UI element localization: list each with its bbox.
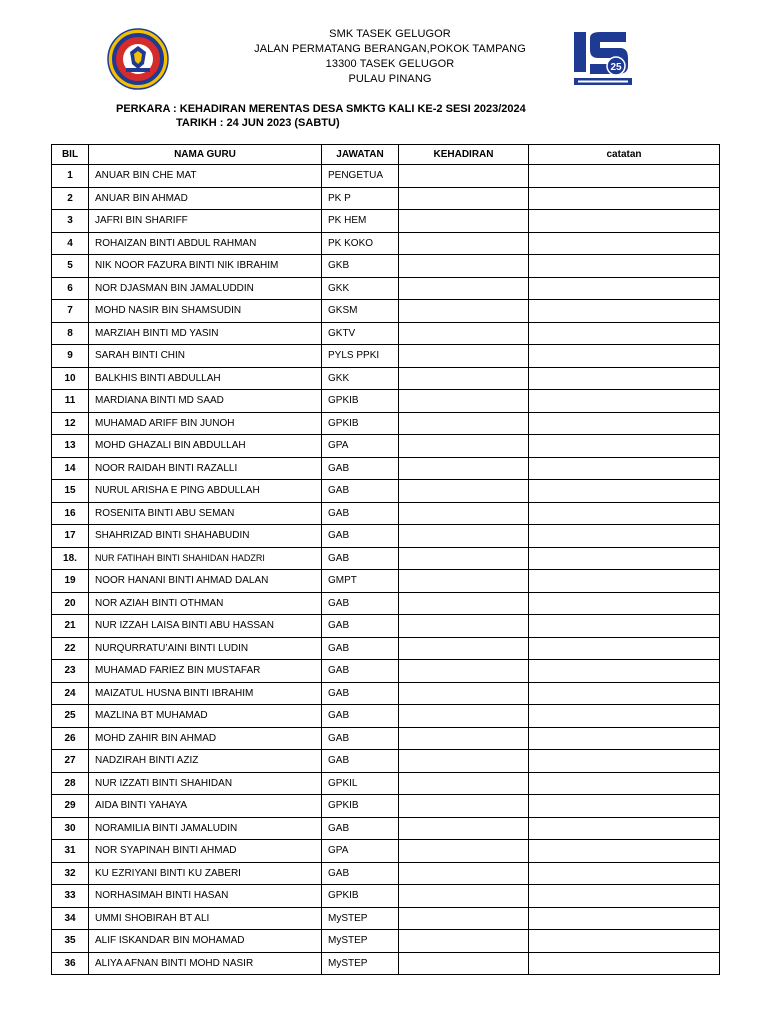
cell-catatan[interactable] [529, 210, 720, 233]
cell-kehadiran[interactable] [399, 322, 529, 345]
cell-catatan[interactable] [529, 750, 720, 773]
table-row [52, 165, 720, 188]
cell-nama-guru: NADZIRAH BINTI AZIZ [89, 750, 322, 773]
table-row [52, 930, 720, 953]
cell-jawatan: GPKIB [322, 412, 399, 435]
header-bil: BIL [52, 145, 89, 165]
cell-catatan[interactable] [529, 255, 720, 278]
anniversary-25-logo [570, 28, 636, 90]
cell-jawatan: GAB [322, 750, 399, 773]
cell-bil: 36 [52, 952, 89, 975]
table-row [52, 592, 720, 615]
cell-bil: 23 [52, 660, 89, 683]
cell-jawatan: MySTEP [322, 907, 399, 930]
cell-bil: 20 [52, 592, 89, 615]
cell-bil: 16 [52, 502, 89, 525]
school-postcode: 13300 TASEK GELUGOR [325, 58, 455, 70]
cell-jawatan: GPKIB [322, 885, 399, 908]
table-row [52, 615, 720, 638]
cell-kehadiran[interactable] [399, 187, 529, 210]
cell-kehadiran[interactable] [399, 862, 529, 885]
table-row [52, 187, 720, 210]
cell-bil: 28 [52, 772, 89, 795]
table-row [52, 952, 720, 975]
header-nama-guru: NAMA GURU [89, 145, 322, 165]
cell-nama-guru: MARDIANA BINTI MD SAAD [89, 390, 322, 413]
cell-kehadiran[interactable] [399, 615, 529, 638]
cell-jawatan: GAB [322, 615, 399, 638]
cell-bil: 30 [52, 817, 89, 840]
cell-nama-guru: NOR AZIAH BINTI OTHMAN [89, 592, 322, 615]
cell-kehadiran[interactable] [399, 817, 529, 840]
cell-catatan[interactable] [529, 435, 720, 458]
cell-kehadiran[interactable] [399, 570, 529, 593]
cell-jawatan: PYLS PPKI [322, 345, 399, 368]
cell-bil: 9 [52, 345, 89, 368]
cell-jawatan: GAB [322, 502, 399, 525]
cell-kehadiran[interactable] [399, 952, 529, 975]
cell-bil: 25 [52, 705, 89, 728]
cell-bil: 2 [52, 187, 89, 210]
cell-catatan[interactable] [529, 705, 720, 728]
cell-bil: 19 [52, 570, 89, 593]
cell-jawatan: GKB [322, 255, 399, 278]
cell-kehadiran[interactable] [399, 277, 529, 300]
table-row [52, 682, 720, 705]
cell-jawatan: GPKIL [322, 772, 399, 795]
cell-bil: 11 [52, 390, 89, 413]
cell-nama-guru: NORAMILIA BINTI JAMALUDIN [89, 817, 322, 840]
cell-jawatan: GMPT [322, 570, 399, 593]
cell-jawatan: GAB [322, 727, 399, 750]
cell-jawatan: GAB [322, 525, 399, 548]
table-row [52, 525, 720, 548]
table-row [52, 727, 720, 750]
table-header-row [52, 145, 720, 165]
cell-kehadiran[interactable] [399, 637, 529, 660]
cell-nama-guru: ALIYA AFNAN BINTI MOHD NASIR [89, 952, 322, 975]
cell-bil: 1 [52, 165, 89, 188]
cell-catatan[interactable] [529, 525, 720, 548]
table-row [52, 907, 720, 930]
cell-jawatan: GKSM [322, 300, 399, 323]
cell-catatan[interactable] [529, 772, 720, 795]
cell-jawatan: GKK [322, 277, 399, 300]
cell-kehadiran[interactable] [399, 772, 529, 795]
cell-nama-guru: MAIZATUL HUSNA BINTI IBRAHIM [89, 682, 322, 705]
table-row [52, 390, 720, 413]
school-state: PULAU PINANG [348, 73, 432, 85]
cell-catatan[interactable] [529, 637, 720, 660]
cell-jawatan: GKK [322, 367, 399, 390]
subject-title: PERKARA : KEHADIRAN MERENTAS DESA SMKTG KALI KE-2 SESI 2023/2024 [116, 103, 526, 115]
cell-kehadiran[interactable] [399, 502, 529, 525]
cell-jawatan: MySTEP [322, 930, 399, 953]
cell-nama-guru: NOR DJASMAN BIN JAMALUDDIN [89, 277, 322, 300]
cell-catatan[interactable] [529, 547, 720, 570]
cell-catatan[interactable] [529, 232, 720, 255]
document-subject [116, 102, 526, 130]
cell-kehadiran[interactable] [399, 165, 529, 188]
table-row [52, 300, 720, 323]
cell-jawatan: GAB [322, 480, 399, 503]
cell-jawatan: GAB [322, 817, 399, 840]
cell-catatan[interactable] [529, 952, 720, 975]
cell-nama-guru: NUR FATIHAH BINTI SHAHIDAN HADZRI [89, 547, 322, 570]
cell-bil: 35 [52, 930, 89, 953]
cell-bil: 29 [52, 795, 89, 818]
cell-bil: 4 [52, 232, 89, 255]
cell-nama-guru: NOR SYAPINAH BINTI AHMAD [89, 840, 322, 863]
table-row [52, 817, 720, 840]
school-street: JALAN PERMATANG BERANGAN,POKOK TAMPANG [254, 43, 526, 55]
cell-nama-guru: ROHAIZAN BINTI ABDUL RAHMAN [89, 232, 322, 255]
cell-kehadiran[interactable] [399, 412, 529, 435]
table-row [52, 435, 720, 458]
cell-catatan[interactable] [529, 795, 720, 818]
cell-bil: 8 [52, 322, 89, 345]
cell-nama-guru: ROSENITA BINTI ABU SEMAN [89, 502, 322, 525]
cell-catatan[interactable] [529, 322, 720, 345]
school-address-header [200, 27, 580, 87]
cell-kehadiran[interactable] [399, 435, 529, 458]
table-row [52, 750, 720, 773]
cell-nama-guru: MOHD ZAHIR BIN AHMAD [89, 727, 322, 750]
table-row [52, 210, 720, 233]
header-catatan: catatan [529, 145, 720, 165]
cell-catatan[interactable] [529, 727, 720, 750]
cell-bil: 6 [52, 277, 89, 300]
cell-catatan[interactable] [529, 660, 720, 683]
cell-catatan[interactable] [529, 165, 720, 188]
cell-nama-guru: UMMI SHOBIRAH BT ALI [89, 907, 322, 930]
cell-jawatan: GKTV [322, 322, 399, 345]
cell-catatan[interactable] [529, 187, 720, 210]
cell-catatan[interactable] [529, 367, 720, 390]
cell-kehadiran[interactable] [399, 907, 529, 930]
cell-jawatan: GAB [322, 862, 399, 885]
cell-catatan[interactable] [529, 345, 720, 368]
cell-jawatan: GAB [322, 682, 399, 705]
cell-nama-guru: NOOR HANANI BINTI AHMAD DALAN [89, 570, 322, 593]
cell-jawatan: PK KOKO [322, 232, 399, 255]
cell-jawatan: GAB [322, 637, 399, 660]
cell-kehadiran[interactable] [399, 930, 529, 953]
table-row [52, 795, 720, 818]
cell-nama-guru: AIDA BINTI YAHAYA [89, 795, 322, 818]
cell-catatan[interactable] [529, 570, 720, 593]
cell-catatan[interactable] [529, 502, 720, 525]
cell-kehadiran[interactable] [399, 705, 529, 728]
cell-catatan[interactable] [529, 817, 720, 840]
cell-bil: 12 [52, 412, 89, 435]
table-row [52, 255, 720, 278]
cell-nama-guru: NURQURRATU’AINI BINTI LUDIN [89, 637, 322, 660]
cell-kehadiran[interactable] [399, 727, 529, 750]
table-row [52, 480, 720, 503]
cell-bil: 21 [52, 615, 89, 638]
cell-catatan[interactable] [529, 840, 720, 863]
cell-nama-guru: JAFRI BIN SHARIFF [89, 210, 322, 233]
cell-jawatan: MySTEP [322, 952, 399, 975]
cell-kehadiran[interactable] [399, 367, 529, 390]
cell-catatan[interactable] [529, 907, 720, 930]
cell-nama-guru: BALKHIS BINTI ABDULLAH [89, 367, 322, 390]
cell-catatan[interactable] [529, 300, 720, 323]
cell-nama-guru: NOOR RAIDAH BINTI RAZALLI [89, 457, 322, 480]
table-row [52, 277, 720, 300]
cell-nama-guru: KU EZRIYANI BINTI KU ZABERI [89, 862, 322, 885]
attendance-table [51, 144, 720, 975]
cell-bil: 24 [52, 682, 89, 705]
table-row [52, 637, 720, 660]
cell-catatan[interactable] [529, 885, 720, 908]
school-crest-logo [106, 28, 170, 90]
cell-catatan[interactable] [529, 457, 720, 480]
cell-catatan[interactable] [529, 592, 720, 615]
table-row [52, 570, 720, 593]
table-row [52, 885, 720, 908]
table-row [52, 345, 720, 368]
cell-kehadiran[interactable] [399, 682, 529, 705]
table-row [52, 322, 720, 345]
cell-catatan[interactable] [529, 615, 720, 638]
cell-kehadiran[interactable] [399, 480, 529, 503]
table-body [52, 165, 720, 975]
cell-jawatan: PENGETUA [322, 165, 399, 188]
cell-bil: 10 [52, 367, 89, 390]
cell-nama-guru: ANUAR BIN AHMAD [89, 187, 322, 210]
cell-nama-guru: SARAH BINTI CHIN [89, 345, 322, 368]
cell-kehadiran[interactable] [399, 660, 529, 683]
table-row [52, 367, 720, 390]
cell-bil: 5 [52, 255, 89, 278]
cell-nama-guru: NUR IZZAH LAISA BINTI ABU HASSAN [89, 615, 322, 638]
cell-catatan[interactable] [529, 930, 720, 953]
cell-catatan[interactable] [529, 862, 720, 885]
cell-kehadiran[interactable] [399, 885, 529, 908]
cell-jawatan: GPKIB [322, 795, 399, 818]
cell-bil: 34 [52, 907, 89, 930]
cell-kehadiran[interactable] [399, 795, 529, 818]
header-jawatan: JAWATAN [322, 145, 399, 165]
cell-bil: 18. [52, 547, 89, 570]
cell-catatan[interactable] [529, 682, 720, 705]
table-row [52, 412, 720, 435]
cell-jawatan: GPA [322, 435, 399, 458]
cell-jawatan: PK HEM [322, 210, 399, 233]
cell-jawatan: GPA [322, 840, 399, 863]
cell-nama-guru: SHAHRIZAD BINTI SHAHABUDIN [89, 525, 322, 548]
cell-bil: 15 [52, 480, 89, 503]
cell-bil: 17 [52, 525, 89, 548]
cell-bil: 32 [52, 862, 89, 885]
cell-nama-guru: MAZLINA BT MUHAMAD [89, 705, 322, 728]
cell-nama-guru: ANUAR BIN CHE MAT [89, 165, 322, 188]
cell-kehadiran[interactable] [399, 300, 529, 323]
cell-bil: 22 [52, 637, 89, 660]
cell-jawatan: PK P [322, 187, 399, 210]
table-row [52, 232, 720, 255]
cell-catatan[interactable] [529, 480, 720, 503]
cell-catatan[interactable] [529, 277, 720, 300]
cell-bil: 26 [52, 727, 89, 750]
table-row [52, 705, 720, 728]
cell-jawatan: GAB [322, 592, 399, 615]
cell-nama-guru: MUHAMAD ARIFF BIN JUNOH [89, 412, 322, 435]
cell-jawatan: GPKIB [322, 390, 399, 413]
cell-nama-guru: NIK NOOR FAZURA BINTI NIK IBRAHIM [89, 255, 322, 278]
cell-nama-guru: MOHD NASIR BIN SHAMSUDIN [89, 300, 322, 323]
cell-catatan[interactable] [529, 390, 720, 413]
cell-jawatan: GAB [322, 660, 399, 683]
cell-nama-guru: MUHAMAD FARIEZ BIN MUSTAFAR [89, 660, 322, 683]
table-row [52, 457, 720, 480]
cell-jawatan: GAB [322, 457, 399, 480]
cell-kehadiran[interactable] [399, 390, 529, 413]
cell-bil: 27 [52, 750, 89, 773]
cell-bil: 3 [52, 210, 89, 233]
cell-kehadiran[interactable] [399, 210, 529, 233]
cell-bil: 13 [52, 435, 89, 458]
table-row [52, 862, 720, 885]
header-kehadiran: KEHADIRAN [399, 145, 529, 165]
cell-nama-guru: ALIF ISKANDAR BIN MOHAMAD [89, 930, 322, 953]
cell-kehadiran[interactable] [399, 345, 529, 368]
cell-bil: 7 [52, 300, 89, 323]
school-name: SMK TASEK GELUGOR [329, 28, 451, 40]
table-row [52, 502, 720, 525]
cell-kehadiran[interactable] [399, 840, 529, 863]
cell-kehadiran[interactable] [399, 750, 529, 773]
cell-kehadiran[interactable] [399, 232, 529, 255]
subject-date: TARIKH : 24 JUN 2023 (SABTU) [176, 117, 340, 129]
cell-kehadiran[interactable] [399, 457, 529, 480]
cell-bil: 33 [52, 885, 89, 908]
cell-nama-guru: MARZIAH BINTI MD YASIN [89, 322, 322, 345]
table-row [52, 840, 720, 863]
cell-bil: 31 [52, 840, 89, 863]
logo-badge-number: 25 [610, 62, 622, 73]
cell-kehadiran[interactable] [399, 547, 529, 570]
cell-kehadiran[interactable] [399, 525, 529, 548]
cell-nama-guru: NORHASIMAH BINTI HASAN [89, 885, 322, 908]
cell-jawatan: GAB [322, 547, 399, 570]
cell-kehadiran[interactable] [399, 255, 529, 278]
cell-catatan[interactable] [529, 412, 720, 435]
cell-kehadiran[interactable] [399, 592, 529, 615]
table-row [52, 772, 720, 795]
cell-jawatan: GAB [322, 705, 399, 728]
cell-bil: 14 [52, 457, 89, 480]
table-row [52, 660, 720, 683]
cell-nama-guru: NUR IZZATI BINTI SHAHIDAN [89, 772, 322, 795]
table-row [52, 547, 720, 570]
cell-nama-guru: NURUL ARISHA E PING ABDULLAH [89, 480, 322, 503]
cell-nama-guru: MOHD GHAZALI BIN ABDULLAH [89, 435, 322, 458]
